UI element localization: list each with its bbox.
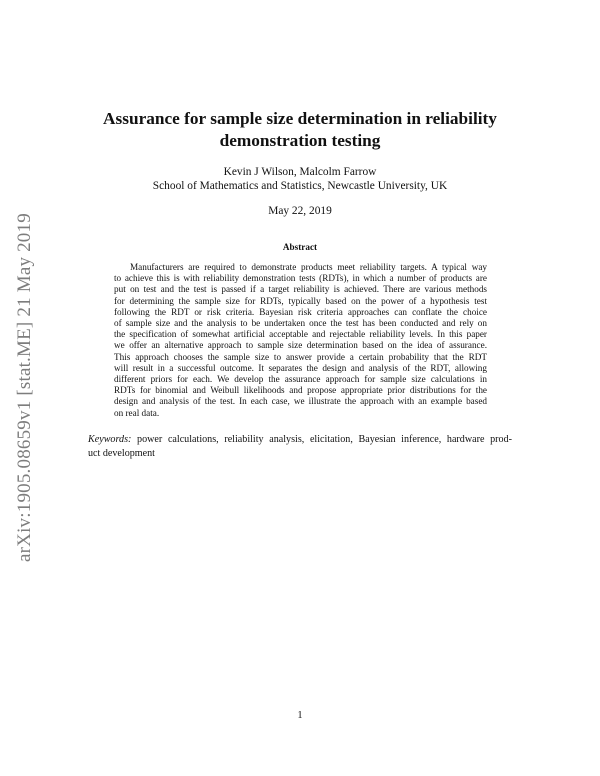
abstract-line: on real data.: [114, 407, 160, 418]
abstract-line: Manufacturers are required to demonstrate products meet reliability targets. A typical way: [130, 262, 487, 272]
page-number: 1: [297, 710, 303, 721]
abstract-line: This approach chooses the sample size to answer provide a certain probability that the RDT: [114, 351, 487, 362]
abstract-line: will result in a successful outcome. It separates the design and analysis of the RDT, allowing: [114, 362, 487, 373]
abstract-line: we offer an alternative approach to sample size determination based on the idea of assurance.: [114, 340, 487, 351]
paper-title: [90, 108, 510, 152]
keywords-line: [88, 433, 512, 447]
abstract-line: the specification of somewhat artificial acceptable and rejectable reliability levels. In this paper: [114, 329, 487, 340]
abstract-line: for determining the sample size for RDTs, typically based on the power of a hypothesis test: [114, 295, 487, 306]
arxiv-identifier: arXiv:1905.08659v1 [stat.ME] 21 May 2019: [14, 213, 35, 562]
abstract-heading: Abstract: [282, 242, 318, 252]
keywords-text: power calculations, reliability analysis, elicitation, Bayesian inference, hardware prod-: [137, 434, 512, 445]
authors: Kevin J Wilson, Malcolm Farrow: [223, 166, 377, 178]
abstract-line: of sample size and the analysis to be undertaken once the test has been conducted and rely on: [114, 318, 487, 329]
keywords-label: Keywords:: [88, 434, 132, 445]
abstract-line: different priors for each. We develop the assurance approach for sample size calculations in: [114, 374, 487, 385]
affiliation: School of Mathematics and Statistics, Newcastle University, UK: [152, 180, 448, 192]
abstract-line: following the RDT or risk criteria. Bayesian risk criteria approaches can conflate the choice: [114, 306, 487, 317]
title-line: demonstration testing: [219, 131, 381, 150]
keywords-line: uct development: [88, 447, 155, 459]
abstract-line: RDTs for binomial and Weibull likelihoods and propose appropriate prior distributions for the: [114, 385, 487, 396]
keywords: [88, 433, 512, 460]
abstract-line: put on test and the test is passed if a target reliability is achieved. There are various methods: [114, 284, 487, 295]
abstract-line: design and analysis of the test. In each case, we illustrate the approach with an example based: [114, 396, 487, 407]
publication-date: May 22, 2019: [268, 205, 332, 217]
title-line: Assurance for sample size determination in reliability: [103, 109, 497, 128]
abstract-body: [114, 262, 487, 419]
abstract-line: to achieve this is with reliability demonstration tests (RDTs), in which a number of products are: [114, 273, 487, 284]
